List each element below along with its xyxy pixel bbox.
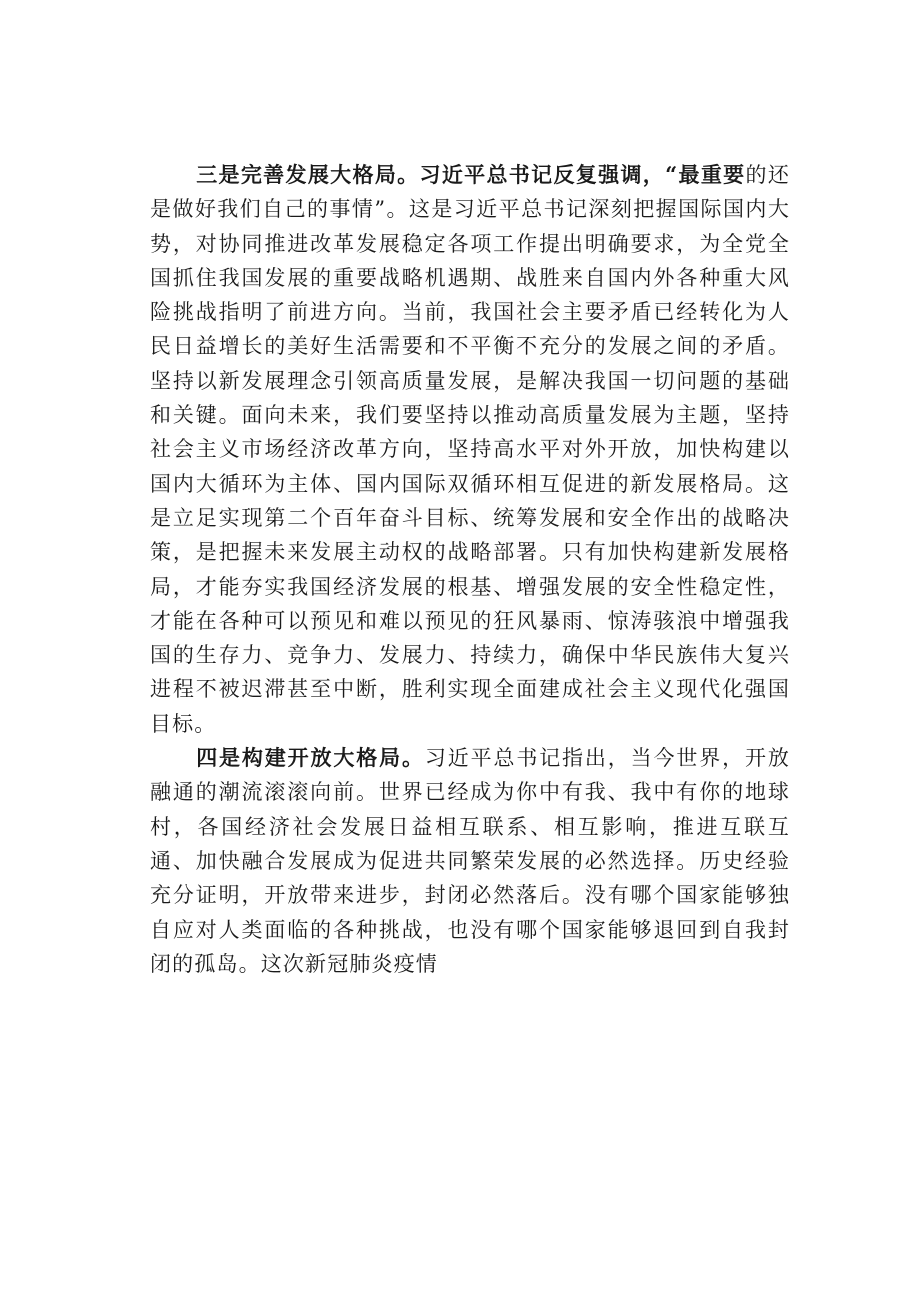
- paragraph-1-body: 的还是做好我们自己的事情”。这是习近平总书记深刻把握国际国内大势，对协同推进改革发展稳定各项工作提出明确要求，为全党全国抓住我国发展的重要战略机遇期、战胜来自国内外各种重大风险挑战指明了前进方向。当前，我国社会主要矛盾已经转化为人民日益增长的美好生活需要和不平衡不充分的发展之间的矛盾。坚持以新发展理念引领高质量发展，是解决我国一切问题的基础和关键。面向未来，我们要坚持以推动高质量发展为主题，坚持社会主义市场经济改革方向，坚持高水平对外开放，加快构建以国内大循环为主体、国内国际双循环相互促进的新发展格局。这是立足实现第二个百年奋斗目标、统筹发展和安全作出的战略决策，是把握未来发展主动权的战略部署。只有加快构建新发展格局，才能夯实我国经济发展的根基、增强发展的安全性稳定性，才能在各种可以预见和难以预见的狂风暴雨、惊涛骇浪中增强我国的生存力、竞争力、发展力、持续力，确保中华民族伟大复兴进程不被迟滞甚至中断，胜利实现全面建成社会主义现代化强国目标。: [150, 163, 790, 736]
- paragraph-2-body: 习近平总书记指出，当今世界，开放融通的潮流滚滚向前。世界已经成为你中有我、我中有你的地球村，各国经济社会发展日益相互联系、相互影响，推进互联互通、加快融合发展成为促进共同繁荣发展的必然选择。历史经验充分证明，开放带来进步，封闭必然落后。没有哪个国家能够独自应对人类面临的各种挑战，也没有哪个国家能够退回到自我封闭的孤岛。这次新冠肺炎疫情: [150, 746, 791, 976]
- paragraph-2-lead: 四是构建开放大格局。: [196, 745, 425, 771]
- paragraph-2: [150, 741, 790, 981]
- paragraph-1: [150, 158, 790, 741]
- paragraph-1-lead: 三是完善发展大格局。习近平总书记反复强调，“最重要: [196, 162, 746, 187]
- document-body: [150, 158, 790, 981]
